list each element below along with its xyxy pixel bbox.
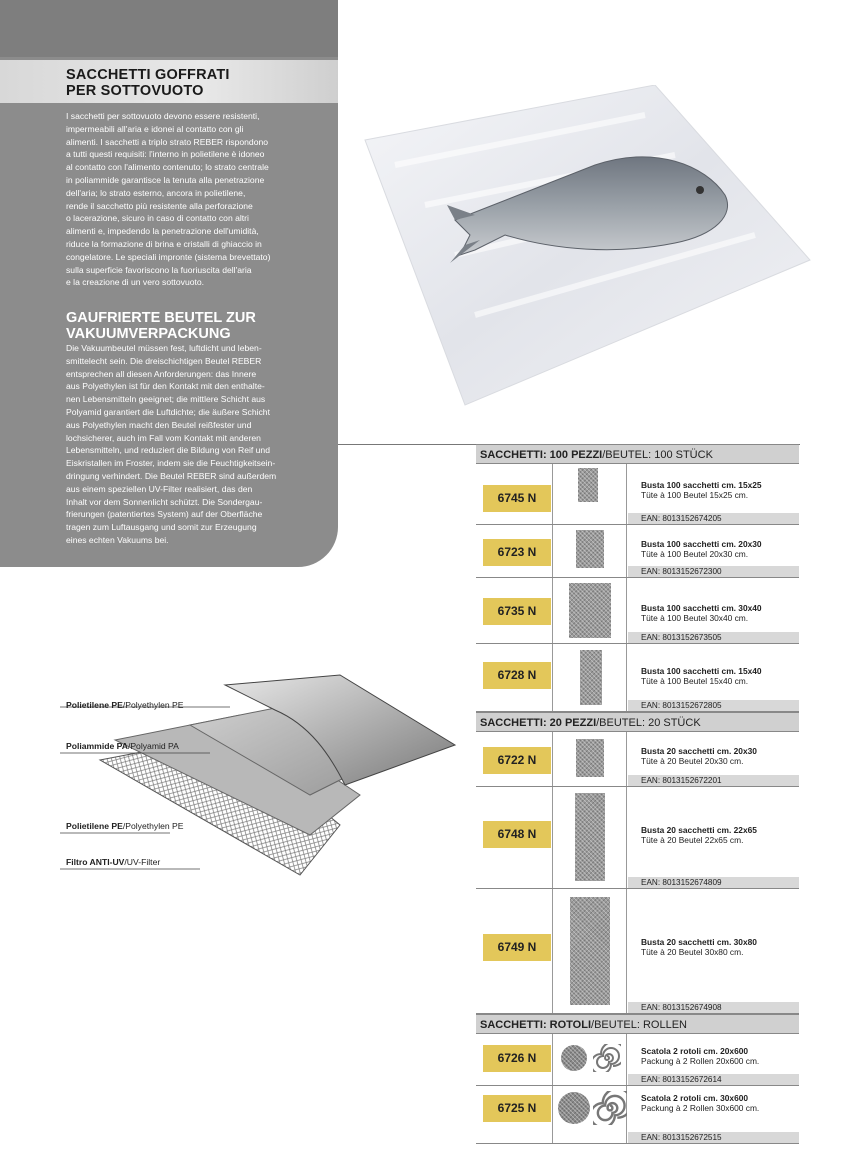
text-line: impermeabili all'aria e idonei al contatto con gli xyxy=(66,123,244,134)
text-line: Polyamid garantiert die Luftdichte; die äußere Schicht xyxy=(66,406,270,417)
product-code: 6745 N xyxy=(483,485,551,512)
product-thumb xyxy=(552,787,627,888)
bag-icon xyxy=(580,650,602,705)
layer-label-rest: /Polyamid PA xyxy=(127,741,179,751)
text-de xyxy=(66,342,324,547)
layer-label-4 xyxy=(66,857,160,867)
layer-label-rest: /Polyethylen PE xyxy=(122,821,184,831)
text-line: aus einem speziellen UV-Filter realisiert, das den xyxy=(66,483,253,494)
ean-code: EAN: 8013152673505 xyxy=(628,632,799,643)
fish-eye xyxy=(696,186,704,194)
product-desc xyxy=(641,746,757,766)
text-line: in poliammide garantisce la tenuta alla penetrazione xyxy=(66,174,265,185)
layer-label-rest: /UV-Filter xyxy=(124,857,161,867)
product-code: 6735 N xyxy=(483,598,551,625)
product-thumb xyxy=(552,464,627,524)
spiral-roll-icon xyxy=(593,1044,621,1072)
desc-de: Tüte à 100 Beutel 15x25 cm. xyxy=(641,490,749,500)
table-row xyxy=(476,578,799,644)
panel-top-band xyxy=(0,0,338,57)
table-row xyxy=(476,644,799,712)
desc-de: Packung à 2 Rollen 30x600 cm. xyxy=(641,1103,760,1113)
ean-code: EAN: 8013152674809 xyxy=(628,877,799,888)
spiral-roll-icon xyxy=(593,1091,627,1125)
text-it xyxy=(66,110,324,289)
text-line: riduce la formazione di brina e cristalli di ghiaccio in xyxy=(66,238,262,249)
product-code: 6749 N xyxy=(483,934,551,961)
bag-icon xyxy=(570,897,610,1005)
section-header-rest: /BEUTEL: 100 STÜCK xyxy=(602,449,713,461)
desc-it: Busta 100 sacchetti cm. 15x40 xyxy=(641,666,762,676)
title-it-line2: PER SOTTOVUOTO xyxy=(66,83,204,99)
desc-it: Busta 100 sacchetti cm. 20x30 xyxy=(641,539,762,549)
text-line: entsprechen all diesen Anforderungen: das Innere xyxy=(66,368,257,379)
ean-code: EAN: 8013152674205 xyxy=(628,513,799,524)
text-line: sulla superficie favoriscono la fuoriuscita dell'aria xyxy=(66,264,252,275)
product-desc xyxy=(641,937,757,957)
info-panel xyxy=(0,0,338,567)
text-line: aus Polyethylen ist für den Kontakt mit den enthalte- xyxy=(66,381,265,392)
desc-it: Busta 20 sacchetti cm. 20x30 xyxy=(641,746,757,756)
table-row xyxy=(476,525,799,578)
table-row xyxy=(476,1086,799,1144)
section-header xyxy=(476,1014,799,1034)
product-code: 6723 N xyxy=(483,539,551,566)
desc-de: Tüte à 20 Beutel 22x65 cm. xyxy=(641,835,744,845)
bag-icon xyxy=(569,583,611,638)
table-row xyxy=(476,464,799,525)
layer-label-bold: Filtro ANTI-UV xyxy=(66,857,125,867)
text-line: Eiskristallen im Froster, indem sie die Feuchtigkeitsein- xyxy=(66,458,276,469)
desc-de: Tüte à 100 Beutel 30x40 cm. xyxy=(641,613,749,623)
roll-icon xyxy=(561,1045,587,1071)
text-line: alimenti. I sacchetti a triplo strato REBER rispondono xyxy=(66,136,269,147)
roll-icon xyxy=(558,1092,590,1124)
vacuum-bag-photo xyxy=(355,85,815,425)
bag-icon xyxy=(576,530,604,568)
product-code: 6725 N xyxy=(483,1095,551,1122)
product-code: 6728 N xyxy=(483,662,551,689)
desc-it: Scatola 2 rotoli cm. 30x600 xyxy=(641,1093,749,1103)
text-line: Lebensmitteln, und reduziert die Bildung von Reif und xyxy=(66,445,270,456)
text-line: rende il sacchetto più resistente alla perforazione xyxy=(66,200,253,211)
table-row xyxy=(476,787,799,889)
bag-icon xyxy=(578,468,598,502)
layer-label-3 xyxy=(66,821,184,831)
title-it xyxy=(66,67,230,99)
product-code: 6726 N xyxy=(483,1045,551,1072)
text-line: o lacerazione, sicuro in caso di contatto con altri xyxy=(66,213,249,224)
desc-it: Busta 20 sacchetti cm. 30x80 xyxy=(641,937,757,947)
ean-code: EAN: 8013152672805 xyxy=(628,700,799,711)
title-de-line1: GAUFRIERTE BEUTEL ZUR xyxy=(66,310,256,326)
section-header xyxy=(476,712,799,732)
text-line: Inhalt vor dem Sonnenlicht schützt. Die Sondergau- xyxy=(66,496,263,507)
product-thumb xyxy=(552,889,627,1013)
text-line: nen Lebensmitteln geeignet; die mittlere Schicht aus xyxy=(66,394,266,405)
title-it-line1: SACCHETTI GOFFRATI xyxy=(66,67,230,83)
table-row xyxy=(476,889,799,1014)
section-header-bold: SACCHETTI: 20 PEZZI xyxy=(480,717,597,729)
desc-it: Scatola 2 rotoli cm. 20x600 xyxy=(641,1046,749,1056)
ean-code: EAN: 8013152672614 xyxy=(628,1074,799,1085)
product-desc xyxy=(641,603,762,623)
ean-code: EAN: 8013152672515 xyxy=(628,1132,799,1143)
product-desc xyxy=(641,539,762,559)
product-desc xyxy=(641,1093,759,1113)
bag-icon xyxy=(576,739,604,777)
text-line: e la creazione di un vero sottovuoto. xyxy=(66,277,205,288)
text-line: smittelecht sein. Die dreischichtigen Beutel REBER xyxy=(66,355,262,366)
ean-code: EAN: 8013152672201 xyxy=(628,775,799,786)
text-line: alimenti e, impedendo la penetrazione dell'umidità, xyxy=(66,226,259,237)
section-header xyxy=(476,444,799,464)
text-line: frierungen (patentiertes System) auf der Oberfläche xyxy=(66,509,263,520)
layer-label-rest: /Polyethylen PE xyxy=(122,700,184,710)
product-desc xyxy=(641,480,762,500)
desc-de: Tüte à 20 Beutel 30x80 cm. xyxy=(641,947,744,957)
section-header-bold: SACCHETTI: ROTOLI xyxy=(480,1019,592,1031)
text-line: lochsicherer, auch im Fall vom Kontakt mit anderen xyxy=(66,432,261,443)
product-thumb xyxy=(552,578,627,643)
product-table xyxy=(476,444,799,1144)
layer-label-1 xyxy=(66,700,184,710)
product-desc xyxy=(641,825,757,845)
desc-it: Busta 20 sacchetti cm. 22x65 xyxy=(641,825,757,835)
bag-icon xyxy=(575,793,605,881)
product-thumb xyxy=(552,525,627,577)
product-code: 6722 N xyxy=(483,747,551,774)
product-thumb xyxy=(552,1086,627,1143)
layer-label-bold: Polietilene PE xyxy=(66,821,123,831)
desc-it: Busta 100 sacchetti cm. 15x25 xyxy=(641,480,762,490)
product-thumb xyxy=(552,732,627,786)
layer-label-bold: Poliammide PA xyxy=(66,741,128,751)
product-desc xyxy=(641,1046,759,1066)
text-line: dringung verhindert. Die Beutel REBER sind außerdem xyxy=(66,470,277,481)
section-header-bold: SACCHETTI: 100 PEZZI xyxy=(480,449,603,461)
text-line: eines echten Vakuums bei. xyxy=(66,534,169,545)
ean-code: EAN: 8013152674908 xyxy=(628,1002,799,1013)
text-line: I sacchetti per sottovuoto devono essere resistenti, xyxy=(66,111,260,121)
desc-de: Packung à 2 Rollen 20x600 cm. xyxy=(641,1056,760,1066)
table-row xyxy=(476,732,799,787)
product-desc xyxy=(641,666,762,686)
desc-it: Busta 100 sacchetti cm. 30x40 xyxy=(641,603,762,613)
section-header-rest: /BEUTEL: ROLLEN xyxy=(591,1019,687,1031)
product-thumb xyxy=(552,1034,627,1085)
section-header-rest: /BEUTEL: 20 STÜCK xyxy=(596,717,701,729)
text-line: Die Vakuumbeutel müssen fest, luftdicht und leben- xyxy=(66,343,262,353)
title-de-line2: VAKUUMVERPACKUNG xyxy=(66,326,231,342)
table-row xyxy=(476,1034,799,1086)
title-de xyxy=(66,310,256,342)
text-line: a tutti questi requisiti: l'interno in polietilene è idoneo xyxy=(66,149,265,160)
text-line: dell'aria; lo strato esterno, ancora in polietilene, xyxy=(66,187,246,198)
layer-label-bold: Polietilene PE xyxy=(66,700,123,710)
product-code: 6748 N xyxy=(483,821,551,848)
text-line: congelatore. Le speciali impronte (sistema brevettato) xyxy=(66,251,271,262)
desc-de: Tüte à 100 Beutel 20x30 cm. xyxy=(641,549,749,559)
desc-de: Tüte à 20 Beutel 20x30 cm. xyxy=(641,756,744,766)
text-line: aus Polyethylen macht den Beutel reißfester und xyxy=(66,419,252,430)
text-line: tragen zum Luftausgang und somit zur Erzeugung xyxy=(66,522,257,533)
layer-label-2 xyxy=(66,741,179,751)
ean-code: EAN: 8013152672300 xyxy=(628,566,799,577)
desc-de: Tüte à 100 Beutel 15x40 cm. xyxy=(641,676,749,686)
product-thumb xyxy=(552,644,627,711)
text-line: al contatto con l'alimento contenuto; lo strato centrale xyxy=(66,162,269,173)
